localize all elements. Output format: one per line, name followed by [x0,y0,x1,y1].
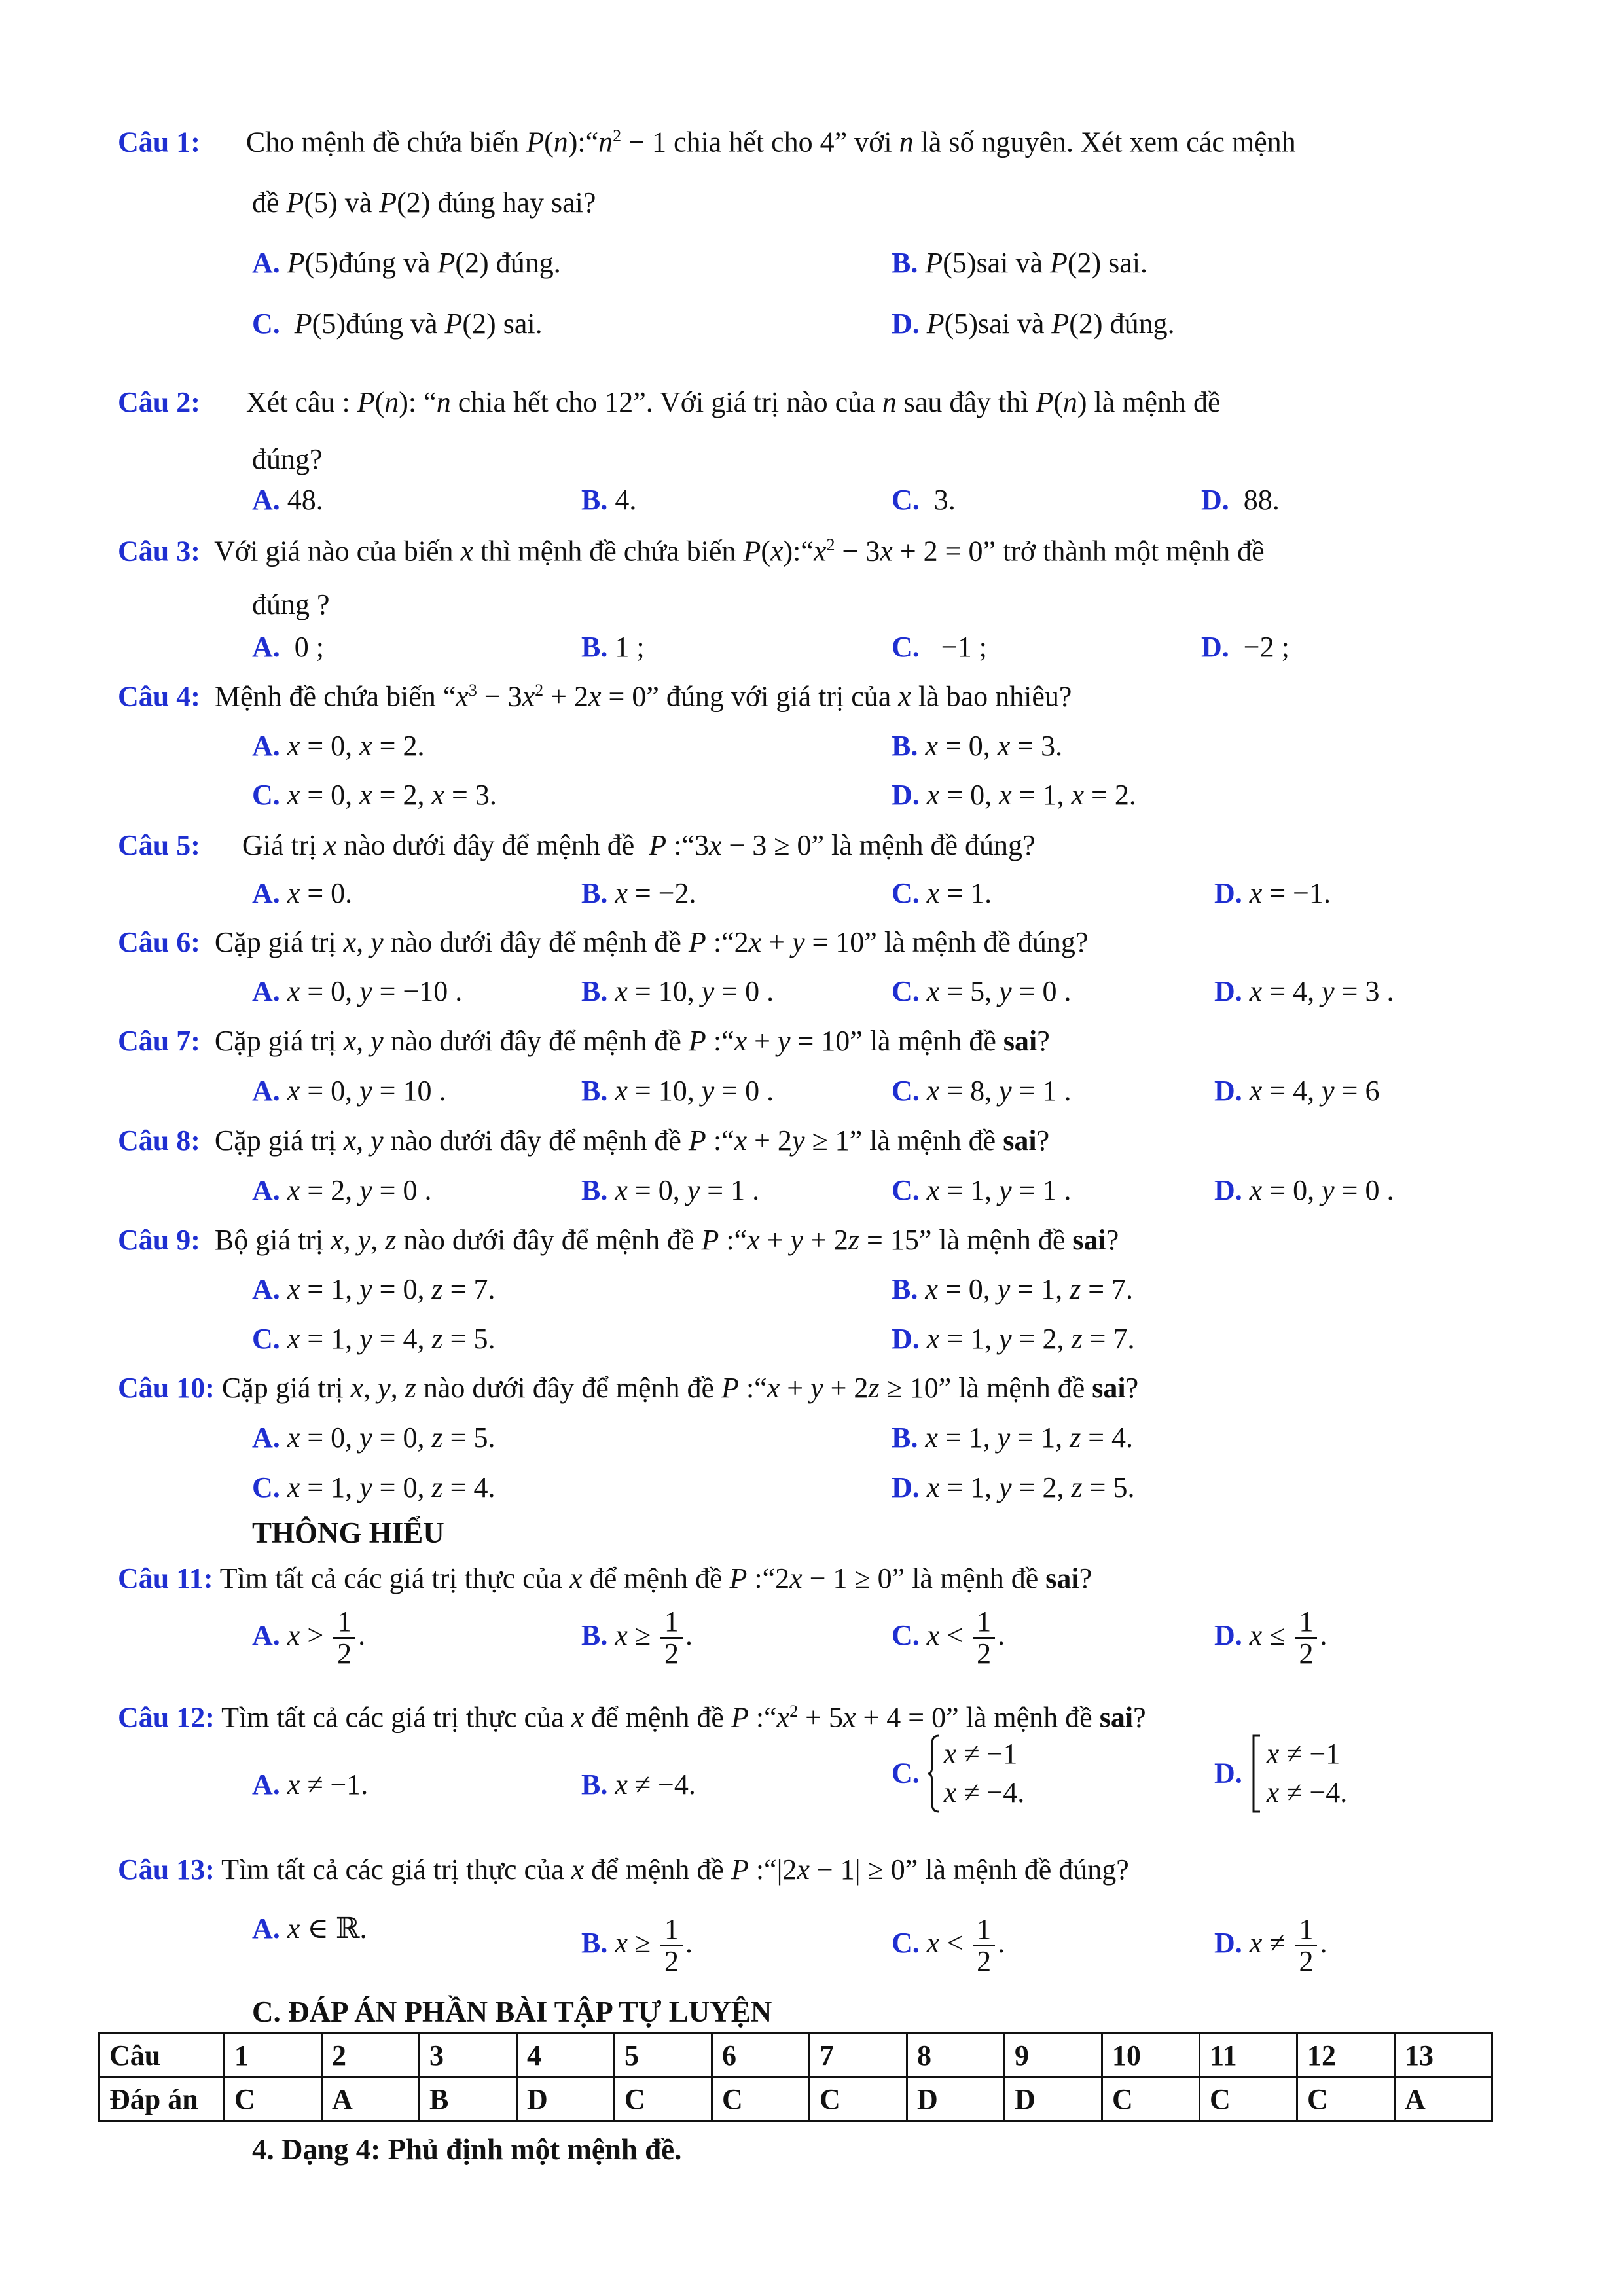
table-cell: 11 [1200,2034,1297,2077]
q5-label: Câu 5: [118,829,200,861]
q12-line1: Câu 12: Tìm tất cả các giá trị thực của x để mệnh đề P $:“x^2 + 5x + 4 = 0$” là mệnh đề sai? [118,1701,1146,1734]
q10-option-c[interactable]: C. x = 1, y = 0, z = 4. [252,1471,496,1503]
q2-option-c[interactable]: C. 3. [892,484,956,516]
q2-line2: đúng? [252,443,323,475]
q6-option-c[interactable]: C. x = 5, y = 0 . [892,975,1072,1007]
table-cell: 12 [1297,2034,1395,2077]
table-cell: C [810,2077,907,2121]
q5-option-d[interactable]: D. x = −1. [1214,877,1331,909]
q9-option-d[interactable]: D. x = 1, y = 2, z = 7. [892,1323,1135,1355]
curly-brace-icon [927,1734,940,1813]
table-cell: 1 [225,2034,322,2077]
q2-option-a[interactable]: A. 48. [252,484,323,516]
q8-line1: Câu 8: Cặp giá trị x, y nào dưới đây để mệnh đề P :“x + 2y ≥ 1” là mệnh đề sai? [118,1124,1050,1157]
table-cell: B [420,2077,517,2121]
table-cell: C [712,2077,810,2121]
q1-text: Cho mệnh đề chứa biến [245,126,527,158]
q9-label: Câu 9: [118,1224,200,1256]
table-cell: A [322,2077,420,2121]
q13-option-b[interactable]: B. x ≥ $\frac{1}{2}$ . [581,1913,693,1978]
q8-option-a[interactable]: A. x = 2, y = 0 . [252,1174,432,1206]
q3-option-d[interactable]: D. −2 ; [1201,631,1290,663]
table-cell: 3 [420,2034,517,2077]
table-cell: D [517,2077,615,2121]
q1-option-a[interactable]: A. P(5)đúng và P(2) đúng. [252,247,561,279]
q7-option-a[interactable]: A. x = 0, y = 10 . [252,1075,446,1107]
q10-line1: Câu 10: Cặp giá trị x, y, z nào dưới đây để mệnh đề P :“x + y + 2z ≥ 10” là mệnh đề sai? [118,1372,1139,1404]
q7-line1: Câu 7: Cặp giá trị x, y nào dưới đây để mệnh đề P :“x + y = 10” là mệnh đề sai? [118,1025,1050,1057]
q6-option-a[interactable]: A. x = 0, y = −10 . [252,975,463,1007]
table-cell: 9 [1005,2034,1102,2077]
q11-line1: Câu 11: Tìm tất cả các giá trị thực của x để mệnh đề P :“2x − 1 ≥ 0” là mệnh đề sai? [118,1562,1092,1594]
table-cell: D [1005,2077,1102,2121]
table-header-cau: Câu [99,2034,225,2077]
q12-option-a[interactable]: A. x ≠ −1. [252,1768,369,1801]
q11-option-a[interactable]: A. x > $\frac{1}{2}$ . [252,1605,366,1670]
q6-label: Câu 6: [118,926,200,958]
q5-line1: Câu 5: Giá trị x nào dưới đây để mệnh đề P :“3x − 3 ≥ 0” là mệnh đề đúng? [118,829,1036,861]
q2-line1: Câu 2: Xét câu : P(n): “n chia hết cho 12”. Với giá trị nào của n sau đây thì P(n) là mệnh đề [118,386,1221,418]
table-cell: 10 [1102,2034,1200,2077]
q7-option-b[interactable]: B. x = 10, y = 0 . [581,1075,774,1107]
q1-option-d[interactable]: D. P(5)sai và P(2) đúng. [892,308,1175,340]
q9-line1: Câu 9: Bộ giá trị x, y, z nào dưới đây để mệnh đề P :“x + y + 2z = 15” là mệnh đề sai? [118,1224,1119,1256]
q7-option-c[interactable]: C. x = 8, y = 1 . [892,1075,1072,1107]
union-bracket: x ≠ −1 x ≠ −4. [1250,1734,1348,1812]
q6-line1: Câu 6: Cặp giá trị x, y nào dưới đây để mệnh đề P :“2x + y = 10” là mệnh đề đúng? [118,926,1089,958]
q3-option-a[interactable]: A. 0 ; [252,631,325,663]
q9-option-b[interactable]: B. x = 0, y = 1, z = 7. [892,1273,1134,1305]
q13-line1: Câu 13: Tìm tất cả các giá trị thực của x để mệnh đề P :“|2x − 1| ≥ 0” là mệnh đề đúng? [118,1854,1129,1886]
table-cell: 2 [322,2034,420,2077]
q13-option-c[interactable]: C. x < $\frac{1}{2}$ . [892,1913,1005,1978]
table-row-answers [99,2077,1492,2121]
q12-option-c[interactable]: C. x ≠ −1 x ≠ −4. [892,1734,1024,1812]
q8-option-d[interactable]: D. x = 0, y = 0 . [1214,1174,1394,1206]
q3-line1: Câu 3: Với giá nào của biến x thì mệnh đề chứa biến $P(x):“x^2 - 3x + 2 = 0$” trở thành một mệnh đề [118,535,1265,567]
q6-option-b[interactable]: B. x = 10, y = 0 . [581,975,774,1007]
q5-option-c[interactable]: C. x = 1. [892,877,992,909]
q3-option-c[interactable]: C. −1 ; [892,631,987,663]
table-cell: C [615,2077,712,2121]
system-brace: x ≠ −1 x ≠ −4. [927,1734,1025,1812]
q1-line1: Câu 1: Cho mệnh đề chứa biến $P(n):“n^2 - 1$ chia hết cho 4” với n là số nguyên. Xét xem các mệnh [118,126,1296,158]
q4-label: Câu 4: [118,680,200,713]
q3-label: Câu 3: [118,535,200,567]
q5-option-b[interactable]: B. x = −2. [581,877,696,909]
q12-label: Câu 12: [118,1701,215,1734]
q2-option-d[interactable]: D. 88. [1201,484,1280,516]
q8-label: Câu 8: [118,1124,200,1157]
section-dang-4-title: 4. Dạng 4: Phủ định một mệnh đề. [252,2133,682,2166]
q10-option-b[interactable]: B. x = 1, y = 1, z = 4. [892,1422,1134,1454]
q8-option-b[interactable]: B. x = 0, y = 1 . [581,1174,760,1206]
q10-option-d[interactable]: D. x = 1, y = 2, z = 5. [892,1471,1135,1503]
q7-option-d[interactable]: D. x = 4, y = 6 [1214,1075,1380,1107]
q2-option-b[interactable]: B. 4. [581,484,637,516]
table-cell: C [225,2077,322,2121]
q5-option-a[interactable]: A. x = 0. [252,877,353,909]
table-cell: D [907,2077,1005,2121]
q4-option-d[interactable]: D. x = 0, x = 1, x = 2. [892,779,1136,811]
q13-option-a[interactable]: A. x ∈ ℝ. [252,1912,367,1945]
section-answers-title: C. ĐÁP ÁN PHẦN BÀI TẬP TỰ LUYỆN [252,1996,772,2028]
table-cell: 8 [907,2034,1005,2077]
table-cell: A [1395,2077,1492,2121]
q9-option-a[interactable]: A. x = 1, y = 0, z = 7. [252,1273,496,1305]
q12-option-d[interactable]: D. x ≠ −1 x ≠ −4. [1214,1734,1347,1812]
q12-option-b[interactable]: B. x ≠ −4. [581,1768,696,1801]
q3-option-b[interactable]: B. 1 ; [581,631,645,663]
table-row-questions [99,2034,1492,2077]
table-cell: 5 [615,2034,712,2077]
square-bracket-icon [1250,1734,1263,1813]
q13-label: Câu 13: [118,1854,215,1886]
table-cell: C [1200,2077,1297,2121]
q2-label: Câu 2: [118,386,200,418]
section-thong-hieu: THÔNG HIỂU [252,1516,444,1549]
q9-option-c[interactable]: C. x = 1, y = 4, z = 5. [252,1323,496,1355]
q6-option-d[interactable]: D. x = 4, y = 3 . [1214,975,1394,1007]
table-cell: 4 [517,2034,615,2077]
answer-table [98,2032,1493,2122]
q4-option-c[interactable]: C. x = 0, x = 2, x = 3. [252,779,497,811]
q11-label: Câu 11: [118,1562,213,1594]
q8-option-c[interactable]: C. x = 1, y = 1 . [892,1174,1072,1206]
q1-option-c[interactable]: C. P(5)đúng và P(2) sai. [252,308,543,340]
q4-option-b[interactable]: B. x = 0, x = 3. [892,730,1063,762]
q1-label: Câu 1: [118,126,200,158]
q1-option-b[interactable]: B. P(5)sai và P(2) sai. [892,247,1148,279]
q4-option-a[interactable]: A. x = 0, x = 2. [252,730,425,762]
q10-label: Câu 10: [118,1372,215,1404]
table-cell: C [1297,2077,1395,2121]
q10-option-a[interactable]: A. x = 0, y = 0, z = 5. [252,1422,496,1454]
table-cell: 13 [1395,2034,1492,2077]
q11-option-b[interactable]: B. x ≥ $\frac{1}{2}$ . [581,1605,693,1670]
table-header-dap-an: Đáp án [99,2077,225,2121]
table-cell: C [1102,2077,1200,2121]
q13-option-d[interactable]: D. x ≠ $\frac{1}{2}$ . [1214,1913,1327,1978]
q7-label: Câu 7: [118,1025,200,1057]
q11-option-c[interactable]: C. x < $\frac{1}{2}$ . [892,1605,1005,1670]
q4-line1: Câu 4: Mệnh đề chứa biến “$x^3 - 3x^2 + 2x = 0$” đúng với giá trị của x là bao nhiêu? [118,680,1072,713]
q1-line2: đề P(5) và P(2) đúng hay sai? [252,187,596,219]
table-cell: 6 [712,2034,810,2077]
q3-line2: đúng ? [252,588,330,620]
table-cell: 7 [810,2034,907,2077]
q11-option-d[interactable]: D. x ≤ $\frac{1}{2}$ . [1214,1605,1327,1670]
